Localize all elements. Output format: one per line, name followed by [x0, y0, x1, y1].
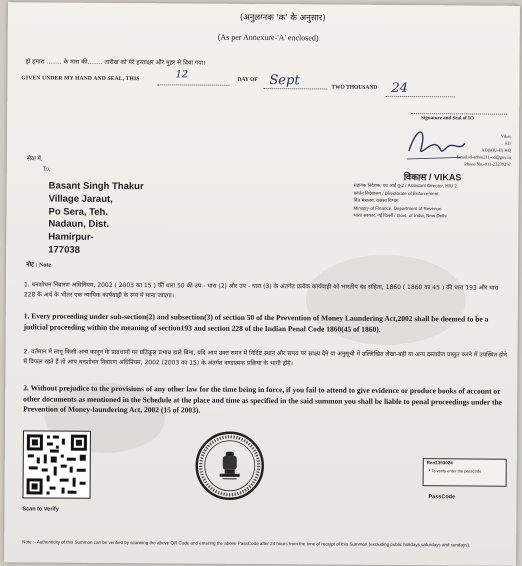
note-label: नोट : Note [26, 262, 52, 269]
recipient-address [48, 181, 144, 258]
designation-line: भारत सरकार, नई दिल्ली / Govt. of India, New Delhi [353, 212, 447, 219]
day-underline [157, 84, 229, 86]
enforcement-directorate-seal [194, 431, 264, 501]
signature-details [427, 132, 511, 168]
address-line: Po Sera, Teh. [48, 206, 109, 218]
handwritten-day: 12 [175, 69, 189, 81]
signature-detail-line: Email id-adhiu211-ed@gov.in [456, 154, 511, 160]
address-line: Hamirpur- [48, 231, 94, 244]
signature-label: Signature and Seal of IO [421, 116, 474, 122]
verification-qr-code[interactable] [22, 430, 90, 498]
note-2-english: 2. Without prejudice to the provisions of any other law for the time being in force, if you fail to attend to give evidence or produce books of account or other documents as mentioned in the Schedule at the place and time as specified in the said summon you shall be liable to penal proceedings under the Prevention of Money-laundering Act, 2002 (15 of 2003). [23, 383, 503, 415]
header-hindi-title: (अनुलग्नक 'क' के अनुसार) [239, 12, 326, 24]
two-thousand-label: TWO THOUSAND [331, 84, 378, 91]
signature-detail-line: AD [504, 140, 512, 146]
signature-line [411, 113, 507, 115]
summons-document [4, 2, 520, 566]
signature-detail-line: Phone No.-011-23239257 [464, 161, 511, 167]
designation-line: सहायक निदेशक, एच आई यू-2 / Assistant Director, HIU 2 [353, 182, 457, 189]
address-line: Village Jaraut, [48, 193, 113, 205]
designation-line: वित्त मंत्रालय, राजस्व विभाग [353, 197, 399, 203]
year-underline [385, 96, 455, 97]
address-line: Nadaun, Dist. [48, 218, 110, 231]
handwritten-year: 24 [391, 80, 408, 97]
designation-line: Ministry of Finance, Department of Revenue [353, 205, 442, 211]
day-of-label: DAY OF [237, 76, 258, 83]
to-label: To, [42, 166, 51, 173]
scan-to-verify-label: Scan to Verify [22, 506, 59, 513]
given-hindi-line: हो हमारा ........ के मास की........ तारीख को मेरे हस्ताक्षर और मुहर से दिया गया। [25, 58, 206, 67]
national-emblem-icon [194, 431, 264, 501]
officer-name-stamp: विकास / VIKAS [403, 171, 462, 183]
authenticity-note: Note :- Authenticity of this Summon can be verified by scanning the above QR Code and entering the above PassCode after 24 hours from the time of receipt of this Summon (excluding public holidays,saturdays and sundays). [22, 539, 471, 548]
note-2-hindi: 2. वर्तमान में लागू किसी अन्य कानून के प्रावधानों पर प्रतिकूल प्रभाव डाले बिना, यदि आप उक्त समन में निर्दिष्ट स्थान और समय पर साक्ष्य देने या अनुसूची में उल्लिखित लेखा-बही या अन्य दस्तावेज प्रस्तुत करने में उपस्थित होने में विफल रहते हैं तो आप धनशोधन निवारण अधिनियम, 2002 (2003 का 15) के अंतर्गत दण्डात्मक प्रक्रिया के भागी होंगे। [23, 348, 508, 368]
address-line: 177038 [48, 244, 80, 256]
passcode-hint: * To verify enter the passcode [428, 468, 482, 474]
qr-code-icon [24, 431, 90, 497]
signature-detail-line: Vikas [500, 133, 512, 139]
note-1-hindi: 1. धनशोधन निवारण अधिनियम, 2002 ( 2003 का 15 ) की धारा 50 की उप - धारा (2) और उप - धारा (3) के अंतर्गत प्रत्येक कार्यवाही को भारतीय दंड संहिता, 1860 ( 1860 का 45 ) की धारा 193 और धारा 228 के अर्थ के भीतर एक न्यायिक कार्यवाही के रूप में माना जाएगा। [23, 281, 499, 300]
given-label: GIVEN UNDER MY HAND AND SEAL, THIS [21, 75, 140, 83]
designation-line: प्रवर्तन निदेशालय / Directorate of Enforcement [353, 190, 439, 196]
address-line: Basant Singh Thakur [48, 180, 144, 193]
officer-designation-stamp [353, 182, 456, 220]
signature-detail-line: AD(HIU-II) HQ [481, 147, 511, 153]
header-english-title: (As per Annexure-'A' enclosed) [217, 32, 319, 43]
note-1-english: 1. Every proceeding under sub-section(2) and subsection(3) of section 50 of the Prevention of Money Laundering Act,2002 shall be deemed to be a judicial proceeding within the meaning of section193 and section 228 of the Indian Penal Code 1860(45 of 1860). [23, 311, 489, 334]
to-hindi-label: सेवा में, [26, 156, 43, 163]
passcode-label: PassCode [428, 494, 456, 501]
passcode-id: Ren1393024 [426, 460, 453, 466]
handwritten-month: Sept [269, 73, 300, 89]
